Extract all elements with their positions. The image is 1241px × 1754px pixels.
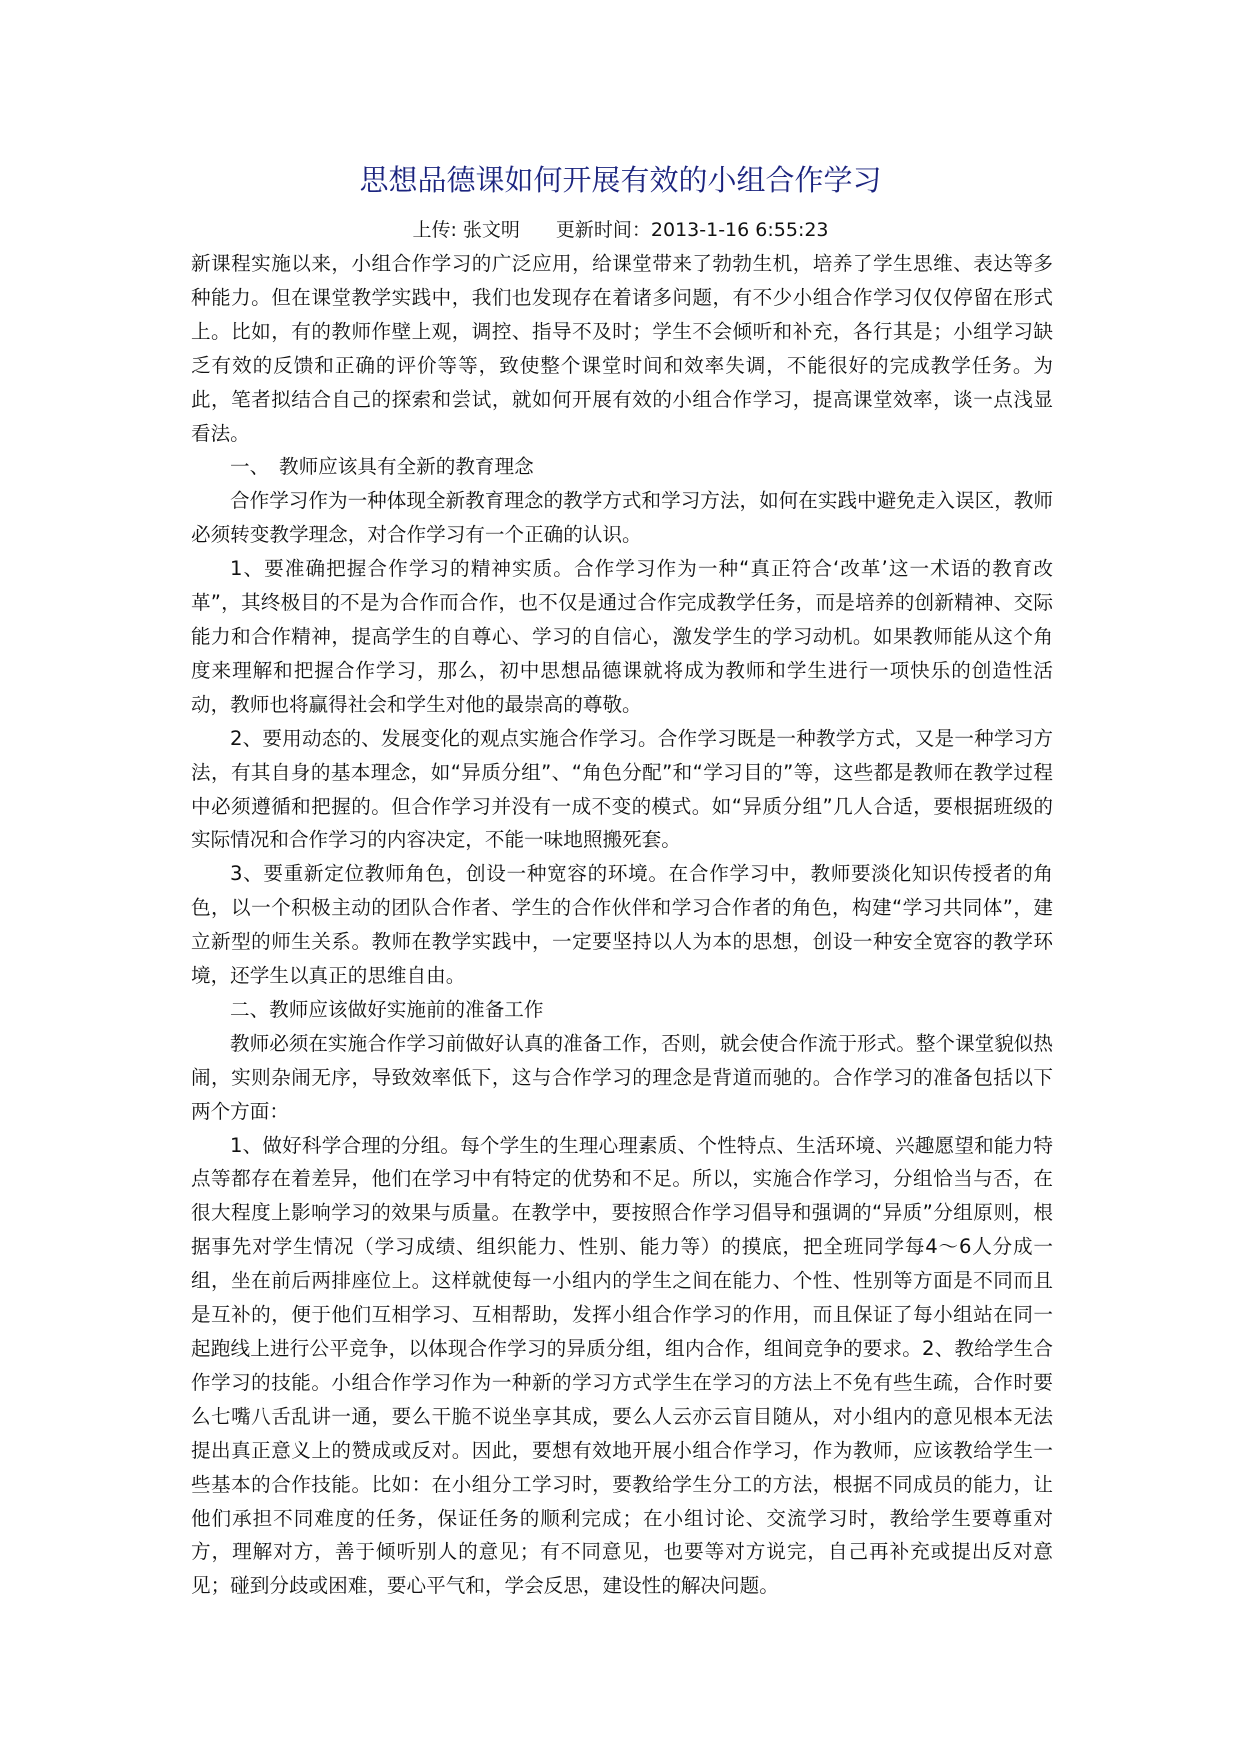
uploader-label: 上传: 张文明 <box>412 219 520 241</box>
section-heading-2: 二、教师应该做好实施前的准备工作 <box>230 997 544 1021</box>
paragraph: 2、要用动态的、发展变化的观点实施合作学习。合作学习既是一种教学方式，又是一种学习方法，有其自身的基本理念，如“异质分组”、“角色分配”和“学习目的”等，这些都是教师在教学过程中必须遵循和把握的。但合作学习并没有一成不变的模式。如“异质分组”几人合适，要根据班级的实际情况和合作学习的内容决定，不能一味地照搬死套。 <box>191 726 1053 852</box>
paragraph-intro: 新课程实施以来，小组合作学习的广泛应用，给课堂带来了勃勃生机，培养了学生思维、表达等多种能力。但在课堂教学实践中，我们也发现存在着诸多问题，有不少小组合作学习仅仅停留在形式上。比如，有的教师作壁上观，调控、指导不及时；学生不会倾听和补充，各行其是；小组学习缺乏有效的反馈和正确的评价等等，致使整个课堂时间和效率失调，不能很好的完成教学任务。为此，笔者拟结合自己的探索和尝试，就如何开展有效的小组合作学习，提高课堂效率，谈一点浅显看法。 <box>191 252 1053 445</box>
page-title: 思想品德课如何开展有效的小组合作学习 <box>359 163 882 197</box>
article-body <box>191 247 1053 1603</box>
update-time: 更新时间：2013-1-16 6:55:23 <box>555 219 829 241</box>
section-heading-1: 一、 教师应该具有全新的教育理念 <box>230 455 534 479</box>
paragraph: 教师必须在实施合作学习前做好认真的准备工作，否则，就会使合作流于形式。整个课堂貌似热闹，实则杂闹无序，导致效率低下，这与合作学习的理念是背道而驰的。合作学习的准备包括以下两个方面： <box>191 1031 1053 1123</box>
paragraph: 合作学习作为一种体现全新教育理念的教学方式和学习方法，如何在实践中避免走入误区，教师必须转变教学理念，对合作学习有一个正确的认识。 <box>191 489 1053 547</box>
paragraph: 1、要准确把握合作学习的精神实质。合作学习作为一种“真正符合‘改革’这一术语的教育改革”，其终极目的不是为合作而合作，也不仅是通过合作完成教学任务，而是培养的创新精神、交际能力和合作精神，提高学生的自尊心、学习的自信心，激发学生的学习动机。如果教师能从这个角度来理解和把握合作学习，那么，初中思想品德课就将成为教师和学生进行一项快乐的创造性活动，教师也将赢得社会和学生对他的最崇高的尊敬。 <box>191 557 1053 716</box>
article-meta <box>0 215 1241 245</box>
paragraph: 3、要重新定位教师角色，创设一种宽容的环境。在合作学习中，教师要淡化知识传授者的角色，以一个积极主动的团队合作者、学生的合作伙伴和学习合作者的角色，构建“学习共同体”，建立新型的师生关系。教师在教学实践中，一定要坚持以人为本的思想，创设一种安全宽容的教学环境，还学生以真正的思维自由。 <box>191 862 1053 988</box>
paragraph: 1、做好科学合理的分组。每个学生的生理心理素质、个性特点、生活环境、兴趣愿望和能力特点等都存在着差异，他们在学习中有特定的优势和不足。所以，实施合作学习，分组恰当与否，在很大程度上影响学习的效果与质量。在教学中，要按照合作学习倡导和强调的“异质”分组原则，根据事先对学生情况（学习成绩、组织能力、性别、能力等）的摸底，把全班同学每4～6人分成一组，坐在前后两排座位上。这样就使每一小组内的学生之间在能力、个性、性别等方面是不同而且是互补的，便于他们互相学习、互相帮助，发挥小组合作学习的作用，而且保证了每小组站在同一起跑线上进行公平竞争，以体现合作学习的异质分组，组内合作，组间竞争的要求。2、教给学生合作学习的技能。小组合作学习作为一种新的学习方式学生在学习的方法上不免有些生疏，合作时要么七嘴八舌乱讲一通，要么干脆不说坐享其成，要么人云亦云盲目随从，对小组内的意见根本无法提出真正意义上的赞成或反对。因此，要想有效地开展小组合作学习，作为教师，应该教给学生一些基本的合作技能。比如：在小组分工学习时，要教给学生分工的方法，根据不同成员的能力，让他们承担不同难度的任务，保证任务的顺利完成；在小组讨论、交流学习时，教给学生要尊重对方，理解对方，善于倾听别人的意见；有不同意见，也要等对方说完，自己再补充或提出反对意见；碰到分歧或困难，要心平气和，学会反思，建设性的解决问题。 <box>191 1133 1053 1598</box>
